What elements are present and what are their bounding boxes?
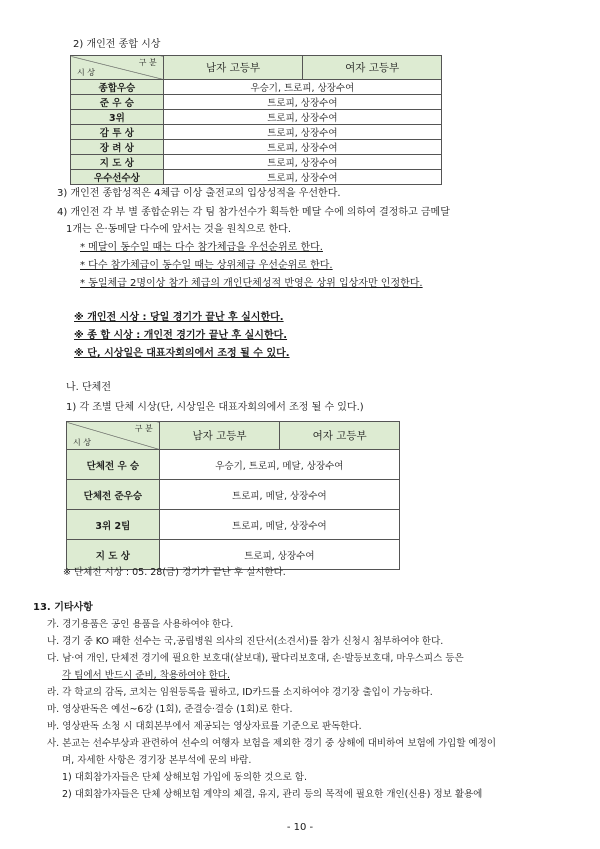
bold-note-1: ※ 개인전 시상 : 당일 경기가 끝난 후 실시한다. — [74, 312, 284, 323]
row-label: 단체전 준우승 — [67, 480, 160, 510]
item-4-text-line2: 1개는 은·동메달 다수에 앞서는 것을 원칙으로 한다. — [66, 224, 291, 235]
item-4-text-line1: 4) 개인전 각 부 별 종합순위는 각 팀 참가선수가 획득한 메달 수에 의하여 결정하고 금메달 — [57, 207, 450, 218]
row-value: 우승기, 트로피, 상장수여 — [163, 80, 441, 95]
row-label: 준 우 승 — [71, 95, 164, 110]
table-row — [67, 540, 400, 570]
misc-item: 나. 경기 중 KO 패한 선수는 국,공립병원 의사의 진단서(소견서)를 참가 신청시 첨부하여야 한다. — [47, 636, 444, 647]
row-value: 트로피, 상장수여 — [163, 125, 441, 140]
misc-item: 각 팀에서 반드시 준비, 착용하여야 한다. — [62, 670, 230, 681]
team-awards-note: ※ 단체전 시상 : 05. 28(금) 경기가 끝난 후 실시한다. — [63, 567, 286, 578]
row-value: 트로피, 상장수여 — [163, 170, 441, 185]
row-value: 트로피, 메달, 상장수여 — [159, 480, 399, 510]
misc-item: 2) 대회참가자들은 단체 상해보험 계약의 체결, 유지, 관리 등의 목적에 필요한 개인(신용) 정보 활용에 — [62, 789, 483, 800]
table-row — [71, 125, 442, 140]
table-row — [67, 510, 400, 540]
corner-bottom-label: 시 상 — [77, 68, 95, 77]
misc-item: 다. 남·여 개인, 단체전 경기에 필요한 보호대(살보대), 팔다리보호대, 손·발등보호대, 마우스피스 등은 — [47, 653, 464, 664]
row-label: 우수선수상 — [71, 170, 164, 185]
star-note-3: * 동일체급 2명이상 참가 체급의 개인단체성적 반영은 상위 입상자만 인정한다. — [80, 278, 423, 289]
table-row — [71, 155, 442, 170]
table-corner-cell — [67, 422, 160, 450]
row-label: 3위 2팀 — [67, 510, 160, 540]
star-note-2: * 다수 참가체급이 동수일 때는 상위체급 우선순위로 한다. — [80, 260, 333, 271]
row-label: 지 도 상 — [71, 155, 164, 170]
section-heading-team: 나. 단체전 — [66, 382, 111, 393]
column-header-female: 여자 고등부 — [303, 56, 442, 80]
section-title-individual-awards: 2) 개인전 종합 시상 — [73, 39, 161, 50]
table-row — [67, 480, 400, 510]
corner-top-label: 구 분 — [138, 58, 157, 67]
row-value: 트로피, 상장수여 — [163, 140, 441, 155]
page-number: - 10 - — [286, 822, 314, 833]
team-awards-table — [66, 421, 400, 570]
team-item-1-text: 1) 각 조별 단체 시상(단, 시상일은 대표자회의에서 조정 될 수 있다.) — [66, 402, 364, 413]
misc-item: 며, 자세한 사항은 경기장 본부석에 문의 바람. — [62, 755, 252, 766]
misc-item: 바. 영상판독 소청 시 대회본부에서 제공되는 영상자료를 기준으로 판독한다. — [47, 721, 362, 732]
column-header-male: 남자 고등부 — [163, 56, 303, 80]
column-header-female: 여자 고등부 — [280, 422, 400, 450]
table-row — [71, 80, 442, 95]
table-row — [71, 110, 442, 125]
row-value: 트로피, 상장수여 — [163, 95, 441, 110]
row-label: 감 투 상 — [71, 125, 164, 140]
row-label: 지 도 상 — [67, 540, 160, 570]
row-value: 트로피, 상장수여 — [163, 110, 441, 125]
item-3-text: 3) 개인전 종합성적은 4체급 이상 출전교의 입상성적을 우선한다. — [57, 188, 341, 199]
misc-item: 마. 영상판독은 예선~6강 (1회), 준결승·결승 (1회)로 한다. — [47, 704, 293, 715]
misc-item: 라. 각 학교의 감독, 코치는 임원등록을 필하고, ID카드를 소지하여야 경기장 출입이 가능하다. — [47, 687, 433, 698]
row-label: 3위 — [71, 110, 164, 125]
table-row — [71, 140, 442, 155]
table-row — [71, 170, 442, 185]
table-row — [67, 450, 400, 480]
team-item-1 — [66, 401, 364, 414]
row-value: 우승기, 트로피, 메달, 상장수여 — [159, 450, 399, 480]
corner-top-label: 구 분 — [134, 424, 153, 433]
individual-awards-table — [70, 55, 442, 185]
star-note-1: * 메달이 동수일 때는 다수 참가체급을 우선순위로 한다. — [80, 242, 323, 253]
row-value: 트로피, 상장수여 — [159, 540, 399, 570]
row-label: 단체전 우 승 — [67, 450, 160, 480]
row-label: 장 려 상 — [71, 140, 164, 155]
column-header-male: 남자 고등부 — [159, 422, 280, 450]
misc-item: 1) 대회참가자들은 단체 상해보험 가입에 동의한 것으로 함. — [62, 772, 307, 783]
row-value: 트로피, 메달, 상장수여 — [159, 510, 399, 540]
table-corner-cell — [71, 56, 164, 80]
misc-item: 사. 본교는 선수부상과 관련하여 선수의 여행자 보험을 제외한 경기 중 상해에 대비하여 보험에 가입할 예정이 — [47, 738, 497, 749]
row-value: 트로피, 상장수여 — [163, 155, 441, 170]
bold-note-3: ※ 단, 시상일은 대표자회의에서 조정 될 수 있다. — [74, 348, 290, 359]
section-heading-misc: 13. 기타사항 — [33, 602, 93, 613]
row-label: 종합우승 — [71, 80, 164, 95]
bold-note-2: ※ 종 합 시상 : 개인전 경기가 끝난 후 실시한다. — [74, 330, 288, 341]
corner-bottom-label: 시 상 — [73, 438, 91, 447]
table-row — [71, 95, 442, 110]
misc-item: 가. 경기용품은 공인 용품을 사용하여야 한다. — [47, 619, 234, 630]
